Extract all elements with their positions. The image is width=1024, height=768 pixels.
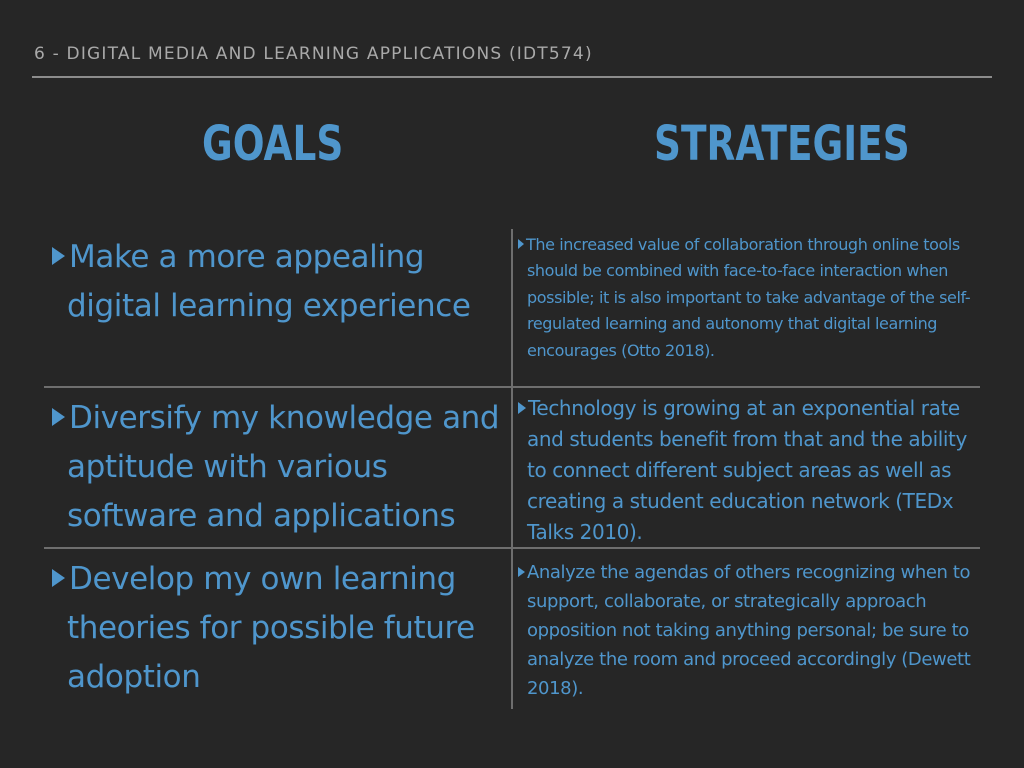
goals-heading: GOALS: [202, 116, 344, 172]
triangle-bullet-icon: [52, 408, 65, 426]
strategy-text: Analyze the agendas of others recognizing when to support, collaborate, or strategically approach opposition not taking anything personal; be sure to analyze the room and proceed accordingly (Dewett 2018).: [527, 562, 971, 699]
strategy-text: The increased value of collaboration through online tools should be combined with face-to-face interaction when possible; it is also important to take advantage of the self-regulated learning and autonomy that digital learning encourages (Otto 2018).: [526, 235, 971, 360]
goal-item: [52, 555, 522, 702]
goal-text: Develop my own learning theories for possible future adoption: [67, 561, 475, 695]
strategy-text: Technology is growing at an exponential rate and students benefit from that and the ability to connect different subject areas as well as creating a student education network (TEDx Talks 2010).: [527, 396, 967, 544]
course-header: 6 - DIGITAL MEDIA AND LEARNING APPLICATIONS (IDT574): [34, 44, 593, 64]
row-divider: [44, 386, 980, 388]
triangle-bullet-icon: [52, 247, 65, 265]
goal-item: [52, 394, 522, 541]
strategy-item: [518, 393, 977, 548]
strategies-heading: STRATEGIES: [654, 116, 910, 172]
header-rule: [32, 76, 992, 78]
triangle-bullet-icon: [518, 239, 524, 249]
goal-text: Diversify my knowledge and aptitude with various software and applications: [67, 400, 500, 534]
strategy-item: [518, 558, 977, 703]
triangle-bullet-icon: [518, 402, 526, 414]
triangle-bullet-icon: [52, 569, 65, 587]
strategy-item: [518, 232, 979, 364]
goal-text: Make a more appealing digital learning experience: [67, 239, 471, 324]
goal-item: [52, 233, 522, 331]
triangle-bullet-icon: [518, 567, 525, 577]
